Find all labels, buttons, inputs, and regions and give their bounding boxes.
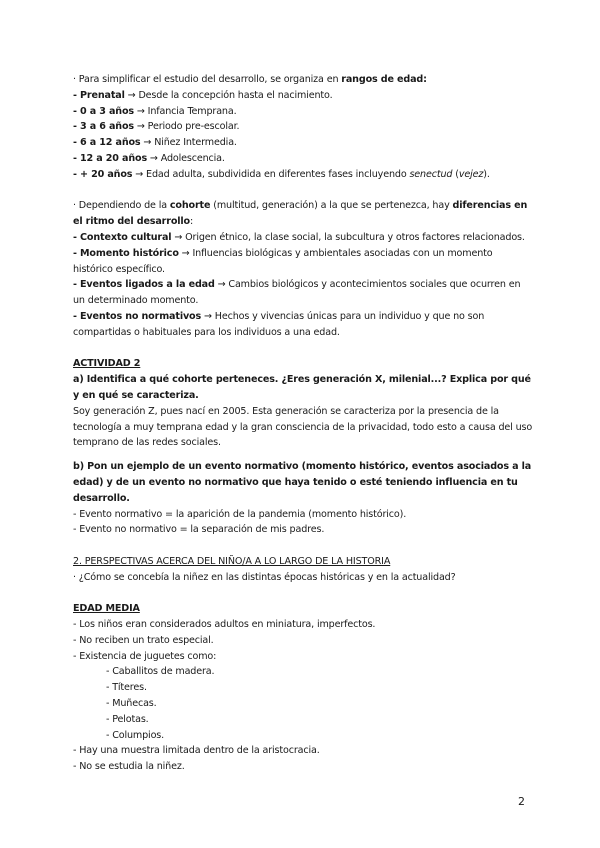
toy-item: - Títeres. (106, 682, 147, 694)
list-item: - Hay una muestra limitada dentro de la aristocracia. (73, 745, 320, 757)
toy-item: - Muñecas. (106, 698, 157, 710)
list-item: - Los niños eran considerados adultos en miniatura, imperfectos. (73, 619, 376, 631)
section-2-question: · ¿Cómo se concebía la niñez en las distintas épocas históricas y en la actualidad? (73, 571, 456, 583)
cohort-intro: · Dependiendo de la cohorte (multitud, generación) a la que se pertenezca, hay diferencias en el ritmo del desarrollo: (73, 200, 528, 228)
toy-item: - Pelotas. (106, 713, 149, 725)
question-a: a) Identifica a qué cohorte perteneces. ¿Eres generación X, milenial...? Explica por qué y en qué se caracteriza. (73, 374, 531, 401)
answer-b-normative: - Evento normativo = la aparición de la pandemia (momento histórico). (73, 508, 407, 520)
toy-item: - Columpios. (106, 729, 165, 741)
cohort-item: - Momento histórico → Influencias biológicas y ambientales asociadas con un momento histórico específico. (73, 247, 493, 275)
age-range-item: - Prenatal → Desde la concepción hasta el nacimiento. (73, 89, 333, 101)
document-page (73, 72, 535, 775)
answer-a: Soy generación Z, pues nací en 2005. Esta generación se caracteriza por la presencia de la tecnología a muy temprana edad y la gran consciencia de la privacidad, todo esto a causa del uso temprano de las redes sociales. (73, 405, 533, 449)
list-item: - No se estudia la niñez. (73, 761, 185, 773)
page-number: 2 (518, 795, 525, 808)
age-range-item: - 3 a 6 años → Periodo pre-escolar. (73, 121, 240, 133)
activity-title: ACTIVIDAD 2 (73, 358, 141, 370)
section-2-title: 2. PERSPECTIVAS ACERCA DEL NIÑO/A A LO LARGO DE LA HISTORIA (73, 555, 391, 567)
cohort-item: - Eventos no normativos → Hechos y vivencias únicas para un individuo y que no son compartidas o habituales para los individuos a una edad. (73, 310, 485, 338)
intro-text: · Para simplificar el estudio del desarrollo, se organiza en (73, 74, 342, 85)
list-item: - Existencia de juguetes como: (73, 650, 217, 662)
age-range-item: - + 20 años → Edad adulta, subdividida en diferentes fases incluyendo senectud (vejez). (73, 168, 490, 180)
cohort-item: - Contexto cultural → Origen étnico, la clase social, la subcultura y otros factores relacionados. (73, 231, 525, 243)
age-range-item: - 6 a 12 años → Niñez Intermedia. (73, 137, 237, 149)
list-item: - No reciben un trato especial. (73, 634, 214, 646)
answer-b-non-normative: - Evento no normativo = la separación de mis padres. (73, 524, 325, 536)
intro-bold: rangos de edad: (341, 74, 427, 85)
age-range-item: - 12 a 20 años → Adolescencia. (73, 152, 225, 164)
age-range-item: - 0 a 3 años → Infancia Temprana. (73, 105, 237, 117)
question-b: b) Pon un ejemplo de un evento normativo (momento histórico, eventos asociados a la edad) y de un evento no normativo que haya tenido o esté teniendo influencia en tu desarrollo. (73, 461, 532, 504)
toy-item: - Caballitos de madera. (106, 666, 215, 678)
cohort-item: - Eventos ligados a la edad → Cambios biológicos y acontecimientos sociales que ocurren en un determinado momento. (73, 279, 521, 307)
edad-media-title: EDAD MEDIA (73, 603, 140, 615)
age-ranges-intro (73, 72, 535, 88)
